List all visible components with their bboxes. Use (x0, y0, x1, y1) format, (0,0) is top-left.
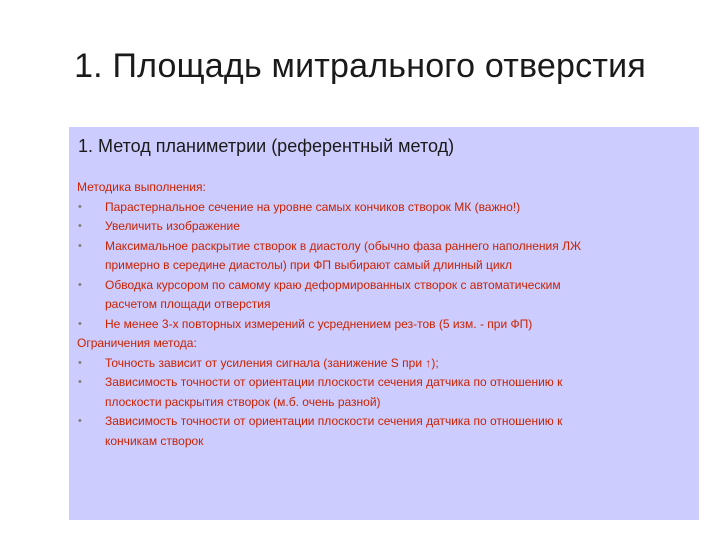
list-item-text-continued: примерно в середине диастолы) при ФП выбирают самый длинный цикл (105, 258, 512, 272)
bullet-icon: • (78, 356, 82, 369)
list-item (77, 198, 691, 218)
list-item (77, 276, 691, 315)
list-item-text: Увеличить изображение (105, 219, 240, 233)
bullet-icon: • (78, 239, 82, 252)
list-item (77, 373, 691, 412)
list-item (77, 412, 691, 451)
bullet-icon: • (78, 278, 82, 291)
content-box (69, 127, 699, 520)
bullet-icon: • (78, 317, 82, 330)
list-item-text: Точность зависит от усиления сигнала (занижение S при ↑); (105, 355, 439, 370)
bullet-icon: • (78, 220, 82, 232)
section-label-method: Методика выполнения: (77, 180, 206, 194)
list-item-text-continued: расчетом площади отверстия (105, 297, 271, 311)
section-label-limitations: Ограничения метода: (77, 336, 197, 350)
list-item-text: Зависимость точности от ориентации плоскости сечения датчика по отношению к (105, 414, 563, 428)
list-item (77, 354, 691, 374)
bullet-icon: • (78, 376, 82, 388)
list-item-text-continued: кончикам створок (105, 433, 204, 448)
list-item-text: Максимальное раскрытие створок в диастолу (обычно фаза раннего наполнения ЛЖ (105, 238, 582, 253)
bullet-icon: • (78, 200, 82, 213)
list-item (77, 315, 691, 335)
list-item-text: Парастернальное сечение на уровне самых кончиков створок МК (важно!) (105, 199, 521, 214)
list-item-text-continued: плоскости раскрытия створок (м.б. очень разной) (105, 394, 381, 409)
list-item-text: Обводка курсором по самому краю деформированных створок с автоматическим (105, 277, 561, 292)
list-item (77, 217, 691, 237)
list-item-text: Зависимость точности от ориентации плоскости сечения датчика по отношению к (105, 375, 563, 389)
list-item (77, 237, 691, 276)
bullet-icon: • (78, 415, 82, 427)
list-item-text: Не менее 3-х повторных измерений с усреднением рез-тов (5 изм. - при ФП) (105, 316, 533, 331)
slide-title: 1. Площадь митрального отверстия (74, 47, 646, 85)
box-heading: 1. Метод планиметрии (референтный метод) (78, 136, 455, 156)
